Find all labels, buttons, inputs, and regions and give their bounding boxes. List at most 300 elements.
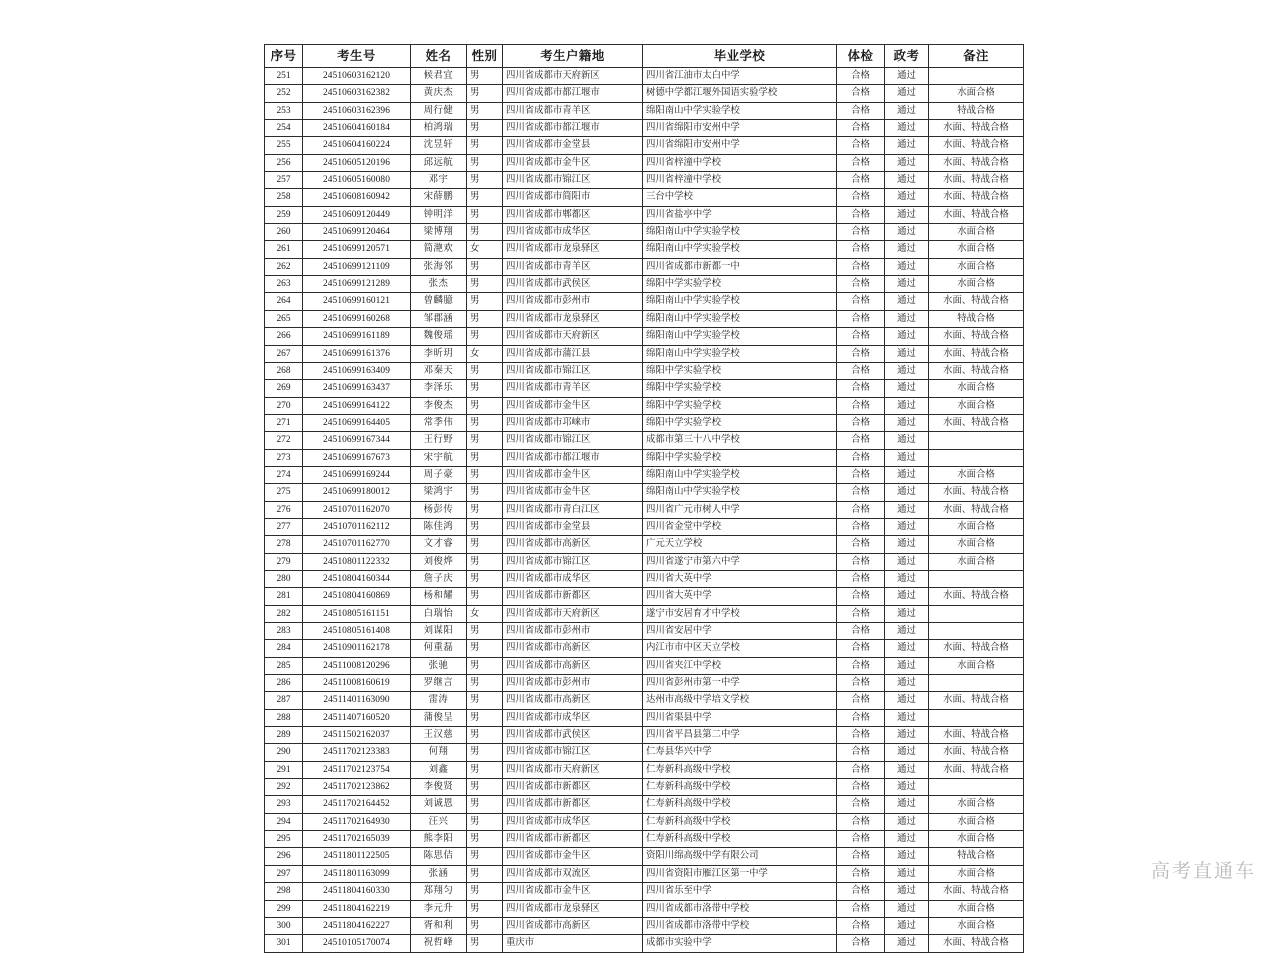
cell-name: 钟明洋 xyxy=(411,206,467,223)
table-row xyxy=(265,900,1024,917)
cell-name: 杨和耀 xyxy=(411,588,467,605)
cell-school: 四川省成都市洛带中学校 xyxy=(643,917,837,934)
cell-school: 绵阳南山中学实验学校 xyxy=(643,466,837,483)
cell-school: 四川省绵阳市安州中学 xyxy=(643,137,837,154)
watermark: 高考直通车 xyxy=(1150,860,1256,882)
cell-gender: 男 xyxy=(467,865,503,882)
table-row xyxy=(265,640,1024,657)
cell-political: 通过 xyxy=(885,536,929,553)
cell-school: 四川省平昌县第二中学 xyxy=(643,727,837,744)
cell-remark: 水面、特战合格 xyxy=(929,484,1024,501)
cell-remark: 水面合格 xyxy=(929,813,1024,830)
cell-seq: 263 xyxy=(265,276,303,293)
cell-seq: 277 xyxy=(265,518,303,535)
cell-gender: 男 xyxy=(467,709,503,726)
cell-political: 通过 xyxy=(885,206,929,223)
cell-physical: 合格 xyxy=(837,883,885,900)
cell-domicile: 四川省成都市青羊区 xyxy=(503,258,643,275)
cell-political: 通过 xyxy=(885,328,929,345)
cell-name: 候君宜 xyxy=(411,68,467,85)
cell-seq: 252 xyxy=(265,85,303,102)
cell-physical: 合格 xyxy=(837,120,885,137)
table-row xyxy=(265,432,1024,449)
cell-exam-no: 24511401163090 xyxy=(303,692,411,709)
cell-name: 梁博翔 xyxy=(411,224,467,241)
cell-gender: 男 xyxy=(467,276,503,293)
cell-domicile: 四川省成都市都江堰市 xyxy=(503,85,643,102)
cell-gender: 男 xyxy=(467,588,503,605)
cell-exam-no: 24511702164930 xyxy=(303,813,411,830)
cell-school: 广元天立学校 xyxy=(643,536,837,553)
cell-gender: 男 xyxy=(467,518,503,535)
table-row xyxy=(265,501,1024,518)
cell-remark: 水面、特战合格 xyxy=(929,154,1024,171)
cell-school: 绵阳中学实验学校 xyxy=(643,414,837,431)
cell-exam-no: 24510608160942 xyxy=(303,189,411,206)
cell-seq: 251 xyxy=(265,68,303,85)
cell-gender: 男 xyxy=(467,675,503,692)
cell-physical: 合格 xyxy=(837,779,885,796)
cell-school: 绵阳南山中学实验学校 xyxy=(643,241,837,258)
cell-physical: 合格 xyxy=(837,224,885,241)
cell-political: 通过 xyxy=(885,414,929,431)
cell-domicile: 四川省成都市新都区 xyxy=(503,779,643,796)
cell-domicile: 四川省成都市高新区 xyxy=(503,692,643,709)
cell-name: 梁鸿宇 xyxy=(411,484,467,501)
cell-name: 汪兴 xyxy=(411,813,467,830)
cell-political: 通过 xyxy=(885,917,929,934)
cell-physical: 合格 xyxy=(837,813,885,830)
cell-political: 通过 xyxy=(885,935,929,952)
cell-physical: 合格 xyxy=(837,796,885,813)
column-header-physical: 体检 xyxy=(837,45,885,68)
table-row xyxy=(265,362,1024,379)
cell-remark: 水面、特战合格 xyxy=(929,414,1024,431)
cell-physical: 合格 xyxy=(837,310,885,327)
cell-domicile: 四川省成都市天府新区 xyxy=(503,761,643,778)
cell-political: 通过 xyxy=(885,310,929,327)
cell-domicile: 四川省成都市成华区 xyxy=(503,813,643,830)
table-row xyxy=(265,536,1024,553)
cell-physical: 合格 xyxy=(837,692,885,709)
cell-exam-no: 24510701162070 xyxy=(303,501,411,518)
cell-physical: 合格 xyxy=(837,536,885,553)
cell-physical: 合格 xyxy=(837,588,885,605)
table-row xyxy=(265,345,1024,362)
table-row xyxy=(265,518,1024,535)
cell-physical: 合格 xyxy=(837,241,885,258)
table-row xyxy=(265,154,1024,171)
cell-name: 王行野 xyxy=(411,432,467,449)
cell-name: 陈佳鸿 xyxy=(411,518,467,535)
cell-domicile: 四川省成都市简阳市 xyxy=(503,189,643,206)
cell-physical: 合格 xyxy=(837,414,885,431)
table-row xyxy=(265,553,1024,570)
cell-remark: 水面合格 xyxy=(929,536,1024,553)
cell-name: 张驰 xyxy=(411,657,467,674)
cell-school: 绵阳中学实验学校 xyxy=(643,380,837,397)
table-body xyxy=(265,68,1024,953)
cell-exam-no: 24510804160344 xyxy=(303,570,411,587)
cell-gender: 男 xyxy=(467,466,503,483)
cell-domicile: 四川省成都市金牛区 xyxy=(503,484,643,501)
cell-school: 绵阳中学实验学校 xyxy=(643,276,837,293)
cell-remark xyxy=(929,449,1024,466)
cell-school: 四川省夹江中学校 xyxy=(643,657,837,674)
cell-gender: 男 xyxy=(467,154,503,171)
cell-physical: 合格 xyxy=(837,258,885,275)
cell-exam-no: 24511804162227 xyxy=(303,917,411,934)
cell-gender: 男 xyxy=(467,120,503,137)
cell-remark: 水面、特战合格 xyxy=(929,935,1024,952)
cell-domicile: 四川省成都市青羊区 xyxy=(503,102,643,119)
cell-name: 祝哲峰 xyxy=(411,935,467,952)
cell-exam-no: 24511804160330 xyxy=(303,883,411,900)
cell-gender: 男 xyxy=(467,380,503,397)
cell-seq: 272 xyxy=(265,432,303,449)
cell-political: 通过 xyxy=(885,258,929,275)
cell-physical: 合格 xyxy=(837,449,885,466)
cell-school: 内江市市中区天立学校 xyxy=(643,640,837,657)
table-row xyxy=(265,813,1024,830)
cell-remark: 水面、特战合格 xyxy=(929,640,1024,657)
cell-domicile: 四川省成都市成华区 xyxy=(503,570,643,587)
cell-physical: 合格 xyxy=(837,570,885,587)
cell-exam-no: 24511702165039 xyxy=(303,831,411,848)
cell-exam-no: 24510699164122 xyxy=(303,397,411,414)
cell-exam-no: 24511702123754 xyxy=(303,761,411,778)
cell-seq: 266 xyxy=(265,328,303,345)
cell-remark: 水面合格 xyxy=(929,900,1024,917)
cell-remark: 水面、特战合格 xyxy=(929,761,1024,778)
cell-remark: 水面合格 xyxy=(929,85,1024,102)
cell-exam-no: 24511702123862 xyxy=(303,779,411,796)
cell-remark: 水面合格 xyxy=(929,241,1024,258)
cell-remark xyxy=(929,570,1024,587)
cell-physical: 合格 xyxy=(837,345,885,362)
cell-physical: 合格 xyxy=(837,675,885,692)
cell-school: 遂宁市安居育才中学校 xyxy=(643,605,837,622)
cell-gender: 男 xyxy=(467,744,503,761)
cell-remark: 特战合格 xyxy=(929,848,1024,865)
cell-seq: 288 xyxy=(265,709,303,726)
cell-remark: 水面合格 xyxy=(929,865,1024,882)
cell-political: 通过 xyxy=(885,831,929,848)
candidate-roster-table-wrapper xyxy=(264,44,1009,953)
cell-domicile: 四川省成都市金牛区 xyxy=(503,848,643,865)
table-row xyxy=(265,120,1024,137)
cell-gender: 男 xyxy=(467,85,503,102)
cell-exam-no: 24510699163409 xyxy=(303,362,411,379)
cell-physical: 合格 xyxy=(837,640,885,657)
table-row xyxy=(265,258,1024,275)
cell-exam-no: 24510604160184 xyxy=(303,120,411,137)
cell-name: 周行健 xyxy=(411,102,467,119)
table-row xyxy=(265,709,1024,726)
table-header-row xyxy=(265,45,1024,68)
cell-political: 通过 xyxy=(885,137,929,154)
cell-gender: 男 xyxy=(467,258,503,275)
cell-seq: 268 xyxy=(265,362,303,379)
cell-exam-no: 24510701162770 xyxy=(303,536,411,553)
cell-gender: 男 xyxy=(467,779,503,796)
cell-domicile: 四川省成都市高新区 xyxy=(503,917,643,934)
cell-remark: 水面、特战合格 xyxy=(929,206,1024,223)
table-row xyxy=(265,380,1024,397)
cell-gender: 男 xyxy=(467,310,503,327)
cell-physical: 合格 xyxy=(837,432,885,449)
cell-school: 绵阳中学实验学校 xyxy=(643,397,837,414)
cell-gender: 男 xyxy=(467,900,503,917)
cell-remark: 水面合格 xyxy=(929,831,1024,848)
cell-domicile: 四川省成都市锦江区 xyxy=(503,432,643,449)
cell-political: 通过 xyxy=(885,744,929,761)
cell-name: 李俊贤 xyxy=(411,779,467,796)
cell-seq: 298 xyxy=(265,883,303,900)
cell-school: 仁寿新科高级中学校 xyxy=(643,779,837,796)
cell-school: 四川省绵阳市安州中学 xyxy=(643,120,837,137)
cell-physical: 合格 xyxy=(837,172,885,189)
cell-exam-no: 24510105170074 xyxy=(303,935,411,952)
cell-seq: 279 xyxy=(265,553,303,570)
cell-domicile: 四川省成都市彭州市 xyxy=(503,293,643,310)
cell-political: 通过 xyxy=(885,675,929,692)
cell-exam-no: 24511801122505 xyxy=(303,848,411,865)
cell-name: 黄庆杰 xyxy=(411,85,467,102)
cell-seq: 271 xyxy=(265,414,303,431)
cell-domicile: 四川省成都市金牛区 xyxy=(503,883,643,900)
cell-seq: 276 xyxy=(265,501,303,518)
cell-political: 通过 xyxy=(885,588,929,605)
cell-physical: 合格 xyxy=(837,657,885,674)
cell-gender: 男 xyxy=(467,137,503,154)
cell-school: 绵阳南山中学实验学校 xyxy=(643,224,837,241)
cell-seq: 264 xyxy=(265,293,303,310)
cell-seq: 297 xyxy=(265,865,303,882)
cell-domicile: 四川省成都市龙泉驿区 xyxy=(503,241,643,258)
cell-remark: 水面合格 xyxy=(929,657,1024,674)
cell-exam-no: 24510699180012 xyxy=(303,484,411,501)
cell-physical: 合格 xyxy=(837,518,885,535)
cell-domicile: 四川省成都市金牛区 xyxy=(503,154,643,171)
cell-physical: 合格 xyxy=(837,501,885,518)
cell-name: 杨彭传 xyxy=(411,501,467,518)
cell-seq: 292 xyxy=(265,779,303,796)
cell-name: 詹子庆 xyxy=(411,570,467,587)
cell-seq: 285 xyxy=(265,657,303,674)
table-row xyxy=(265,85,1024,102)
cell-domicile: 四川省成都市都江堰市 xyxy=(503,449,643,466)
cell-gender: 男 xyxy=(467,570,503,587)
cell-exam-no: 24511801163099 xyxy=(303,865,411,882)
cell-physical: 合格 xyxy=(837,727,885,744)
cell-physical: 合格 xyxy=(837,362,885,379)
cell-remark: 水面、特战合格 xyxy=(929,345,1024,362)
cell-exam-no: 24510699161376 xyxy=(303,345,411,362)
table-row xyxy=(265,935,1024,952)
cell-political: 通过 xyxy=(885,796,929,813)
cell-domicile: 四川省成都市武侯区 xyxy=(503,276,643,293)
cell-domicile: 四川省成都市郫都区 xyxy=(503,206,643,223)
cell-seq: 295 xyxy=(265,831,303,848)
cell-domicile: 四川省成都市邛崃市 xyxy=(503,414,643,431)
cell-name: 周子豪 xyxy=(411,466,467,483)
cell-remark: 特战合格 xyxy=(929,102,1024,119)
cell-seq: 291 xyxy=(265,761,303,778)
cell-physical: 合格 xyxy=(837,85,885,102)
cell-domicile: 四川省成都市青白江区 xyxy=(503,501,643,518)
cell-school: 树德中学都江堰外国语实验学校 xyxy=(643,85,837,102)
cell-seq: 267 xyxy=(265,345,303,362)
cell-gender: 男 xyxy=(467,796,503,813)
cell-school: 四川省盐亭中学 xyxy=(643,206,837,223)
table-row xyxy=(265,588,1024,605)
cell-school: 仁寿新科高级中学校 xyxy=(643,761,837,778)
cell-remark: 水面、特战合格 xyxy=(929,189,1024,206)
cell-remark: 水面、特战合格 xyxy=(929,172,1024,189)
cell-seq: 256 xyxy=(265,154,303,171)
cell-seq: 274 xyxy=(265,466,303,483)
cell-gender: 男 xyxy=(467,328,503,345)
cell-school: 仁寿新科高级中学校 xyxy=(643,796,837,813)
cell-name: 何翔 xyxy=(411,744,467,761)
cell-school: 四川省乐至中学 xyxy=(643,883,837,900)
cell-name: 文才睿 xyxy=(411,536,467,553)
cell-exam-no: 24510699160268 xyxy=(303,310,411,327)
cell-domicile: 四川省成都市高新区 xyxy=(503,536,643,553)
cell-exam-no: 24510699161189 xyxy=(303,328,411,345)
cell-school: 四川省资阳市雁江区第一中学 xyxy=(643,865,837,882)
cell-seq: 262 xyxy=(265,258,303,275)
cell-exam-no: 24510699163437 xyxy=(303,380,411,397)
cell-exam-no: 24510805161408 xyxy=(303,623,411,640)
cell-name: 罗继言 xyxy=(411,675,467,692)
cell-domicile: 四川省成都市成华区 xyxy=(503,709,643,726)
cell-remark: 水面、特战合格 xyxy=(929,137,1024,154)
cell-school: 仁寿新科高级中学校 xyxy=(643,831,837,848)
cell-physical: 合格 xyxy=(837,466,885,483)
cell-physical: 合格 xyxy=(837,206,885,223)
cell-remark: 特战合格 xyxy=(929,310,1024,327)
cell-gender: 男 xyxy=(467,414,503,431)
table-row xyxy=(265,883,1024,900)
cell-seq: 301 xyxy=(265,935,303,952)
cell-exam-no: 24510699121289 xyxy=(303,276,411,293)
column-header-domicile: 考生户籍地 xyxy=(503,45,643,68)
table-row xyxy=(265,310,1024,327)
cell-domicile: 重庆市 xyxy=(503,935,643,952)
cell-name: 张涵 xyxy=(411,865,467,882)
cell-political: 通过 xyxy=(885,224,929,241)
cell-political: 通过 xyxy=(885,900,929,917)
cell-exam-no: 24510699160121 xyxy=(303,293,411,310)
cell-exam-no: 24510804160869 xyxy=(303,588,411,605)
cell-seq: 261 xyxy=(265,241,303,258)
table-row xyxy=(265,68,1024,85)
cell-school: 绵阳中学实验学校 xyxy=(643,449,837,466)
cell-exam-no: 24510699121109 xyxy=(303,258,411,275)
cell-school: 四川省梓潼中学校 xyxy=(643,154,837,171)
cell-remark xyxy=(929,709,1024,726)
cell-domicile: 四川省成都市成华区 xyxy=(503,224,643,241)
table-row xyxy=(265,484,1024,501)
cell-school: 成都市第三十八中学校 xyxy=(643,432,837,449)
cell-gender: 男 xyxy=(467,501,503,518)
cell-exam-no: 24510603162382 xyxy=(303,85,411,102)
cell-gender: 女 xyxy=(467,241,503,258)
cell-remark: 水面合格 xyxy=(929,380,1024,397)
cell-political: 通过 xyxy=(885,85,929,102)
cell-physical: 合格 xyxy=(837,917,885,934)
cell-domicile: 四川省成都市金堂县 xyxy=(503,518,643,535)
cell-physical: 合格 xyxy=(837,900,885,917)
cell-political: 通过 xyxy=(885,102,929,119)
cell-name: 李元升 xyxy=(411,900,467,917)
cell-name: 刘俊烨 xyxy=(411,553,467,570)
cell-remark: 水面、特战合格 xyxy=(929,883,1024,900)
cell-physical: 合格 xyxy=(837,935,885,952)
cell-name: 刘鑫 xyxy=(411,761,467,778)
cell-political: 通过 xyxy=(885,813,929,830)
cell-gender: 男 xyxy=(467,293,503,310)
cell-seq: 255 xyxy=(265,137,303,154)
table-row xyxy=(265,796,1024,813)
cell-exam-no: 24510805161151 xyxy=(303,605,411,622)
cell-remark: 水面、特战合格 xyxy=(929,362,1024,379)
cell-gender: 男 xyxy=(467,848,503,865)
cell-political: 通过 xyxy=(885,68,929,85)
cell-political: 通过 xyxy=(885,172,929,189)
cell-name: 邓宇 xyxy=(411,172,467,189)
cell-seq: 260 xyxy=(265,224,303,241)
cell-school: 四川省成都市新都一中 xyxy=(643,258,837,275)
column-header-exam-no: 考生号 xyxy=(303,45,411,68)
column-header-gender: 性别 xyxy=(467,45,503,68)
table-row xyxy=(265,102,1024,119)
cell-name: 张海邻 xyxy=(411,258,467,275)
cell-remark: 水面合格 xyxy=(929,553,1024,570)
candidate-roster-table xyxy=(264,44,1024,953)
cell-seq: 289 xyxy=(265,727,303,744)
cell-political: 通过 xyxy=(885,623,929,640)
cell-physical: 合格 xyxy=(837,397,885,414)
table-row xyxy=(265,466,1024,483)
cell-exam-no: 24510901162178 xyxy=(303,640,411,657)
table-row xyxy=(265,917,1024,934)
cell-name: 魏俊瑶 xyxy=(411,328,467,345)
cell-political: 通过 xyxy=(885,518,929,535)
table-row xyxy=(265,328,1024,345)
cell-name: 刘谋阳 xyxy=(411,623,467,640)
cell-name: 白瑞怡 xyxy=(411,605,467,622)
cell-political: 通过 xyxy=(885,484,929,501)
cell-seq: 290 xyxy=(265,744,303,761)
cell-remark xyxy=(929,623,1024,640)
cell-seq: 284 xyxy=(265,640,303,657)
cell-physical: 合格 xyxy=(837,293,885,310)
cell-school: 绵阳南山中学实验学校 xyxy=(643,345,837,362)
cell-seq: 254 xyxy=(265,120,303,137)
cell-school: 绵阳南山中学实验学校 xyxy=(643,484,837,501)
cell-physical: 合格 xyxy=(837,484,885,501)
table-row xyxy=(265,570,1024,587)
cell-domicile: 四川省成都市天府新区 xyxy=(503,328,643,345)
cell-seq: 257 xyxy=(265,172,303,189)
cell-remark: 水面合格 xyxy=(929,796,1024,813)
cell-political: 通过 xyxy=(885,501,929,518)
cell-domicile: 四川省成都市都江堰市 xyxy=(503,120,643,137)
cell-school: 四川省金堂中学校 xyxy=(643,518,837,535)
